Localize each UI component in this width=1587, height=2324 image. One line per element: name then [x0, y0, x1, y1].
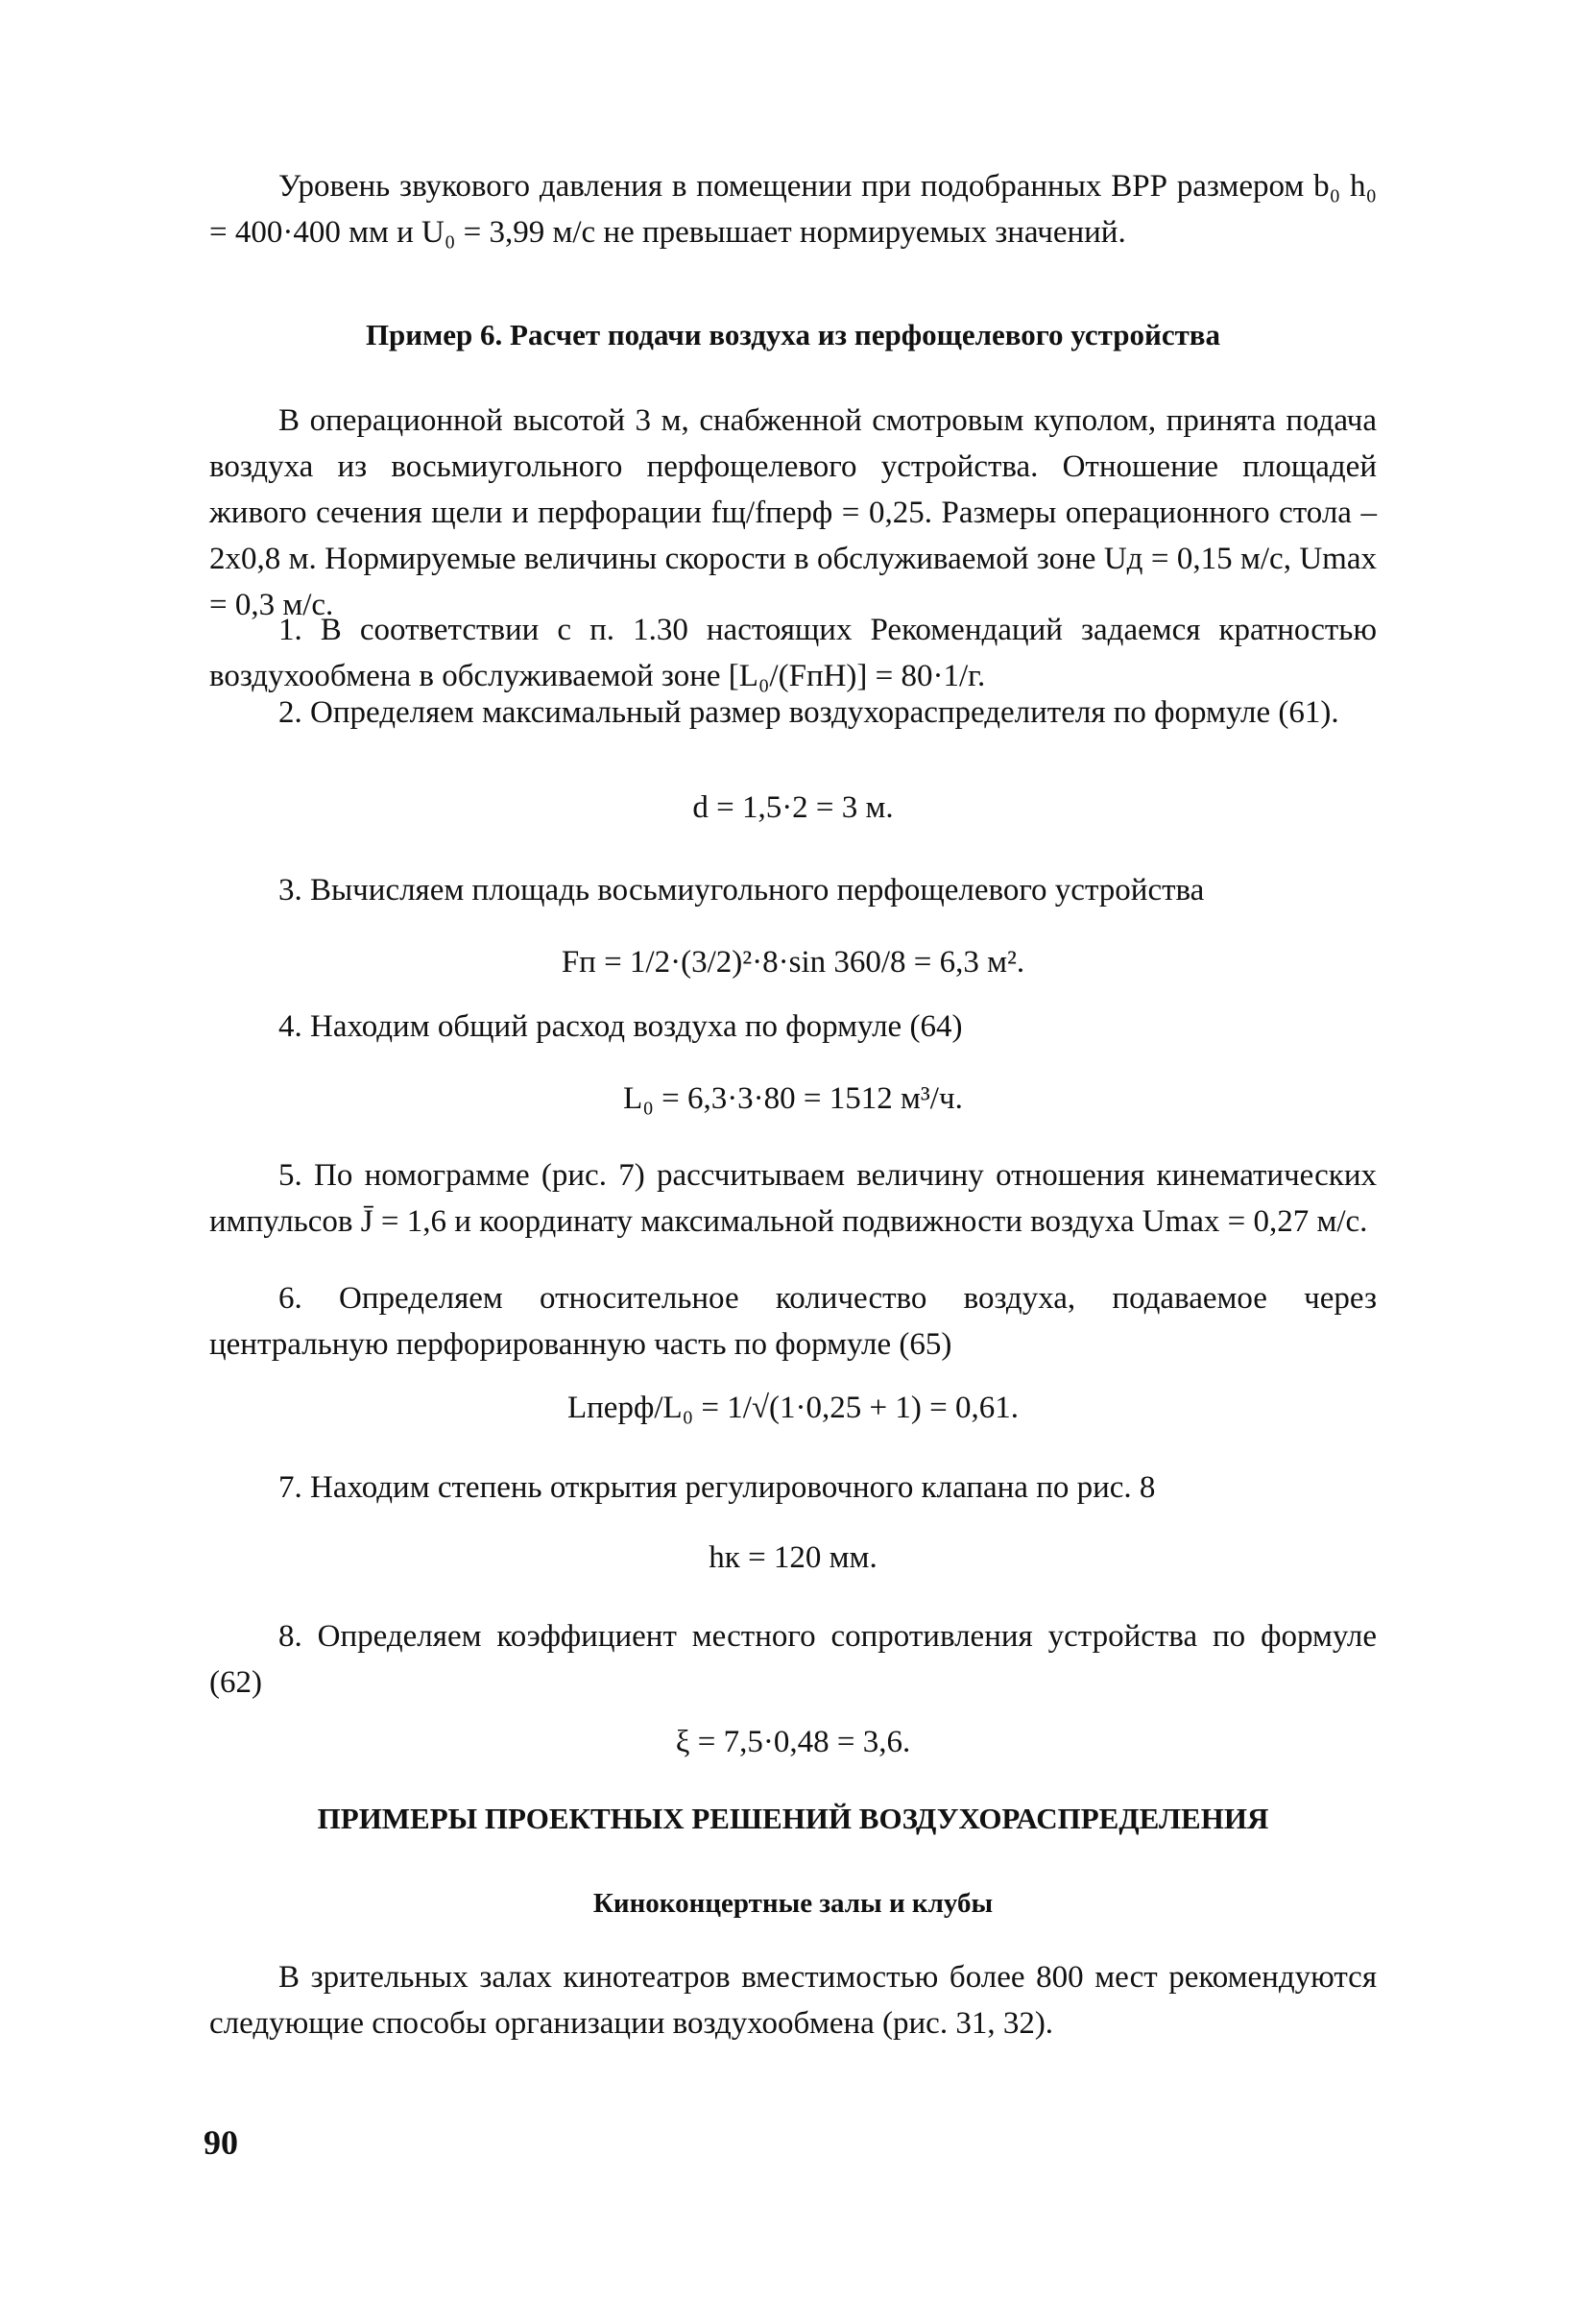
step-5: 5. По номограмме (рис. 7) рассчитываем величину отношения кинематических импульсов J̄ = 1,6 и координату максимальной подвижности воздуха Umax = 0,27 м/с.	[209, 1158, 1377, 1239]
example-title: Пример 6. Расчет подачи воздуха из перфощелевого устройства	[365, 318, 1221, 351]
formula-total-flow: L₀ = 6,3·3·80 = 1512 м³/ч.	[623, 1081, 963, 1116]
step-7: 7. Находим степень открытия регулировочного клапана по рис. 8	[278, 1470, 1156, 1505]
formula-flow-ratio: Lперф/L₀ = 1/√(1·0,25 + 1) = 0,61.	[566, 1391, 1019, 1425]
formula-valve-opening: hк = 120 мм.	[709, 1540, 878, 1575]
formula-resistance: ξ = 7,5·0,48 = 3,6.	[675, 1725, 911, 1759]
step-6: 6. Определяем относительное количество воздуха, подаваемое через центральную перфорированную часть по формуле (65)	[209, 1281, 1377, 1362]
step-1: 1. В соответствии с п. 1.30 настоящих Рекомендаций задаемся кратностью воздухообмена в обслуживаемой зоне [L₀/(FпH)] = 80·1/г.	[209, 613, 1377, 693]
formula-area: Fп = 1/2·(3/2)²·8·sin 360/8 = 6,3 м².	[561, 945, 1025, 980]
step-4: 4. Находим общий расход воздуха по формуле (64)	[278, 1009, 963, 1044]
step-8: 8. Определяем коэффициент местного сопротивления устройства по формуле (62)	[209, 1619, 1377, 1700]
subsection-title: Киноконцертные залы и клубы	[592, 1888, 994, 1919]
setup-paragraph: В операционной высотой 3 м, снабженной смотровым куполом, принята подача воздуха из восьмиугольного перфощелевого устройства. Отношение площадей живого сечения щели и перфорации fщ/fперф = 0,25. Размеры операционного стола – 2х0,8 м. Нормируемые величины скорости в обслуживаемой зоне Uд = 0,15 м/с, Umax = 0,3 м/с.	[209, 403, 1377, 622]
closing-paragraph: В зрительных залах кинотеатров вместимостью более 800 мест рекомендуются следующие способы организации воздухообмена (рис. 31, 32).	[209, 1960, 1377, 2041]
page-number: 90	[204, 2123, 238, 2162]
step-2: 2. Определяем максимальный размер воздухораспределителя по формуле (61).	[278, 695, 1339, 730]
intro-paragraph: Уровень звукового давления в помещении при подобранных ВРР размером b₀ h₀ = 400·400 мм и U₀ = 3,99 м/с не превышает нормируемых значений.	[209, 169, 1377, 250]
formula-diameter: d = 1,5·2 = 3 м.	[692, 790, 894, 825]
step-3: 3. Вычисляем площадь восьмиугольного перфощелевого устройства	[278, 873, 1205, 908]
section-title: ПРИМЕРЫ ПРОЕКТНЫХ РЕШЕНИЙ ВОЗДУХОРАСПРЕДЕЛЕНИЯ	[317, 1802, 1269, 1835]
